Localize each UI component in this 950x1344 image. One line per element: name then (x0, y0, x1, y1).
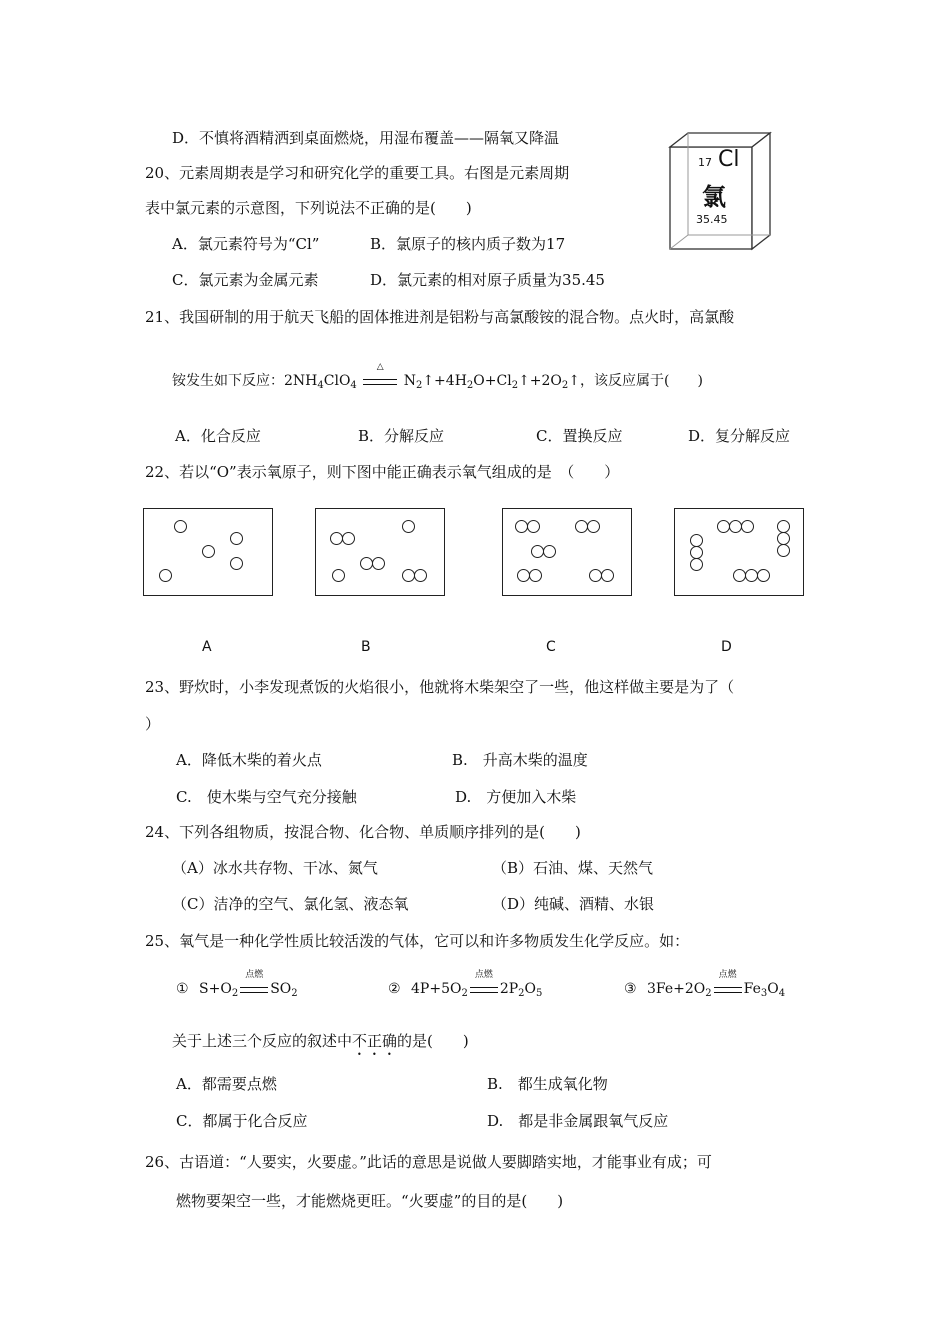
q19-option-d: D．不慎将酒精洒到桌面燃烧，用湿布覆盖——隔氧又降温 (172, 129, 560, 147)
q23-stem-line2: ） (145, 715, 161, 733)
oxygen-atom (230, 532, 243, 545)
q21-option-a: A．化合反应 (175, 427, 261, 445)
oxygen-atom (529, 569, 542, 582)
diagram-label-a: A (202, 639, 212, 655)
diagram-label-d: D (721, 639, 732, 655)
q23-option-b: B. 升高木柴的温度 (452, 751, 588, 769)
oxygen-atom (414, 569, 427, 582)
option-a-diagram (143, 508, 273, 596)
q20-option-a: A．氯元素符号为“Cl” (172, 235, 320, 253)
q21-sub: 2 (466, 380, 474, 391)
oxygen-atom (332, 569, 345, 582)
q21-text: N (403, 373, 416, 389)
q25-option-d: D. 都是非金属跟氧气反应 (487, 1112, 669, 1130)
q25-option-b: B. 都生成氧化物 (487, 1075, 608, 1093)
atomic-number: 17 (698, 156, 712, 169)
ignition-condition-sign (470, 970, 498, 994)
reaction-sub: 3 (760, 988, 768, 999)
ignition-condition-sign (714, 970, 742, 994)
diagram-label-b: B (361, 639, 371, 655)
reaction-3 (624, 970, 786, 999)
q23-option-c: C. 使木柴与空气充分接触 (176, 788, 357, 806)
q25-question-prefix: 关于上述三个反应的叙述中 (172, 1032, 353, 1050)
q21-text: ClO (323, 373, 351, 389)
oxygen-atom (601, 569, 614, 582)
oxygen-atom (587, 520, 600, 533)
q20-option-c: C．氯元素为金属元素 (172, 271, 319, 289)
q20-option-b: B．氯原子的核内质子数为17 (370, 235, 566, 253)
reaction-text: 4P+5O (411, 981, 462, 997)
reaction-sub: 4 (778, 988, 786, 999)
oxygen-atom (543, 545, 556, 558)
q20-stem-line2: 表中氯元素的示意图，下列说法不正确的是( ) (145, 199, 472, 217)
reaction-sub: 5 (536, 988, 543, 999)
reaction-1 (176, 970, 298, 999)
reaction-sub: 2 (461, 988, 468, 999)
oxygen-atom (690, 558, 703, 571)
q20-stem-line1: 20、元素周期表是学习和研究化学的重要工具。右图是元素周期 (145, 164, 570, 182)
reaction-sub: 2 (291, 988, 298, 999)
element-symbol: Cl (718, 147, 740, 172)
q23-option-d: D. 方便加入木柴 (455, 788, 577, 806)
oxygen-atom (174, 520, 187, 533)
q21-sub: 4 (350, 380, 357, 391)
reaction-text: S+O (199, 981, 232, 997)
q21-sub: 2 (561, 380, 569, 391)
chlorine-periodic-card (668, 131, 772, 251)
reaction-sub: 2 (231, 988, 239, 999)
heat-triangle-icon: △ (376, 362, 384, 372)
oxygen-atom (342, 532, 355, 545)
q21-option-d: D．复分解反应 (688, 427, 791, 445)
option-d-diagram (674, 508, 804, 596)
oxygen-atom (777, 544, 790, 557)
reaction-number: ③ (624, 981, 637, 997)
q21-text: ↑+2O (518, 373, 562, 389)
q24-option-c: （C）洁净的空气、氯化氢、液态氧 (172, 895, 409, 913)
oxygen-atom (372, 557, 385, 570)
oxygen-atom (159, 569, 172, 582)
reaction-2 (388, 970, 543, 999)
diagram-label-c: C (546, 639, 556, 655)
element-name: 氯 (702, 182, 726, 211)
q21-option-c: C．置换反应 (536, 427, 623, 445)
q21-text: O+Cl (473, 373, 512, 389)
ignition-condition-sign (240, 970, 268, 994)
q23-option-a: A．降低木柴的着火点 (176, 751, 322, 769)
reaction-number: ① (176, 981, 189, 997)
q25-stem: 25、氧气是一种化学性质比较活泼的气体，它可以和许多物质发生化学反应。如： (145, 932, 690, 950)
ignition-label: 点燃 (245, 970, 264, 980)
oxygen-atom (527, 520, 540, 533)
heat-condition-sign (363, 362, 397, 386)
q24-option-a: （A）冰水共存物、干冰、氮气 (172, 859, 378, 877)
q22-stem: 22、若以“O”表示氧原子，则下图中能正确表示氧气组成的是 （ ） (145, 463, 620, 481)
q21-sub: 2 (415, 380, 423, 391)
option-b-diagram (315, 508, 445, 596)
reaction-number: ② (388, 981, 401, 997)
q25-question-emphasis: 不正确 (352, 1032, 398, 1050)
q21-option-b: B．分解反应 (358, 427, 445, 445)
reaction-text: O (524, 981, 537, 997)
q21-sub: 2 (511, 380, 519, 391)
q24-stem: 24、下列各组物质，按混合物、化合物、单质顺序排列的是( ) (145, 823, 581, 841)
q20-option-d: D．氯元素的相对原子质量为35.45 (370, 271, 605, 289)
oxygen-atom (230, 557, 243, 570)
q21-sub: 4 (317, 380, 324, 391)
q26-stem-line2: 燃物要架空一些，才能燃烧更旺。“火要虚”的目的是( ) (176, 1192, 564, 1210)
reaction-text: 3Fe+2O (647, 981, 706, 997)
oxygen-atom (402, 520, 415, 533)
oxygen-atom (757, 569, 770, 582)
q25-option-a: A．都需要点燃 (176, 1075, 277, 1093)
atomic-mass: 35.45 (696, 213, 728, 226)
q21-stem-line1: 21、我国研制的用于航天飞船的固体推进剂是铝粉与高氯酸铵的混合物。点火时，高氯酸 (145, 308, 735, 326)
ignition-label: 点燃 (474, 970, 493, 980)
q21-text-suffix: ↑，该反应属于( ) (568, 373, 703, 389)
reaction-text: SO (270, 981, 292, 997)
q25-option-c: C．都属于化合反应 (176, 1112, 308, 1130)
reaction-text: O (767, 981, 779, 997)
oxygen-atom (202, 545, 215, 558)
q23-stem-line1: 23、野炊时，小李发现煮饭的火焰很小，他就将木柴架空了一些，他这样做主要是为了（ (145, 678, 735, 696)
option-c-diagram (502, 508, 632, 596)
oxygen-atom (741, 520, 754, 533)
ignition-label: 点燃 (718, 970, 737, 980)
reaction-sub: 2 (705, 988, 712, 999)
q25-question-suffix: 的是( ) (397, 1032, 469, 1050)
reaction-text: 2P (499, 981, 519, 997)
reaction-text: Fe (743, 981, 761, 997)
q21-text: ↑+4H (422, 373, 467, 389)
q21-text-prefix: 铵发生如下反应：2NH (172, 373, 318, 389)
q24-option-d: （D）纯碱、酒精、水银 (492, 895, 655, 913)
q26-stem-line1: 26、古语道：“人要实，火要虚。”此话的意思是说做人要脚踏实地，才能事业有成；可 (145, 1153, 712, 1171)
q25-question (172, 1031, 469, 1059)
reaction-sub: 2 (518, 988, 525, 999)
q21-reaction-line (172, 362, 703, 391)
q24-option-b: （B）石油、煤、天然气 (492, 859, 654, 877)
